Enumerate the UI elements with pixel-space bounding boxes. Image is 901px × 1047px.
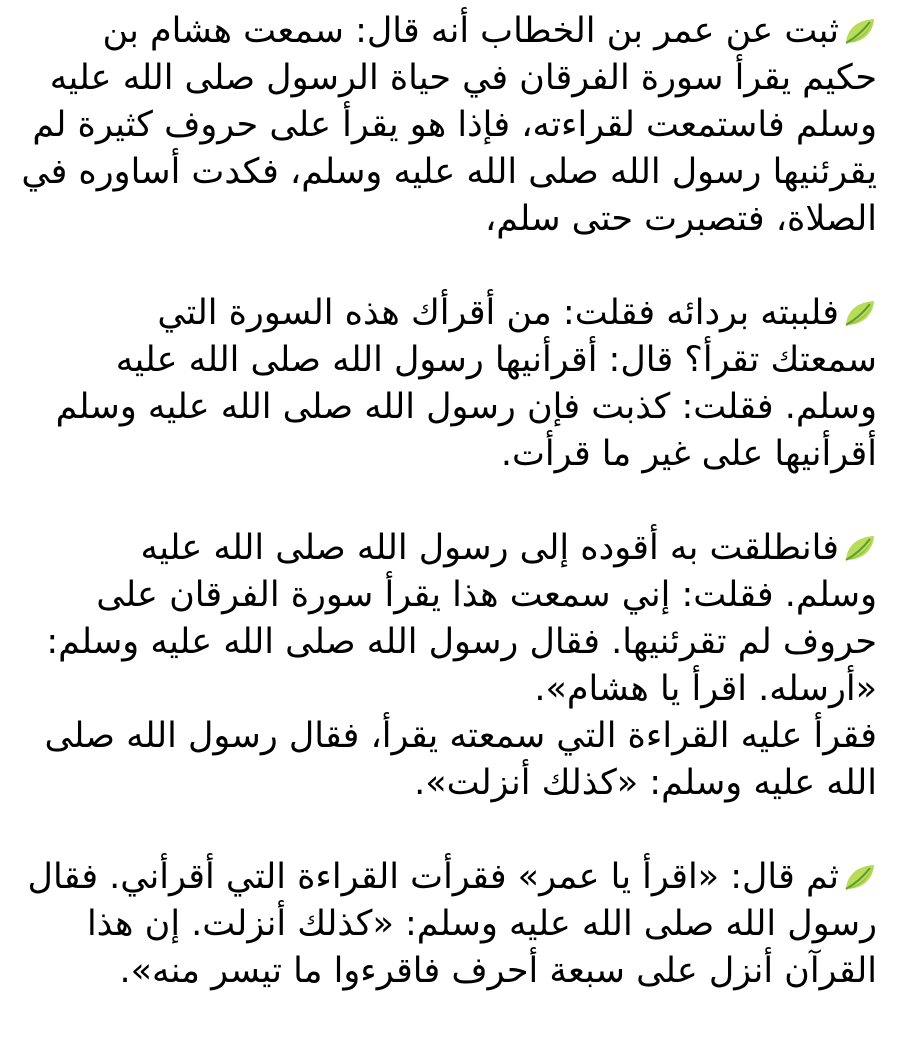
paragraph-line: وسلم. فقلت: كذبت فإن رسول الله صلى الله عليه وسلم (55, 387, 877, 427)
paragraph-line: سمعتك تقرأ؟ قال: أقرأنيها رسول الله صلى الله عليه (115, 340, 877, 380)
paragraph-4 (20, 854, 877, 995)
paragraph-line: ثبت عن عمر بن الخطاب أنه قال: سمعت هشام بن (20, 8, 877, 55)
paragraph-1 (20, 8, 877, 243)
paragraph-3 (20, 525, 877, 807)
paragraph-line: الله عليه وسلم: «كذلك أنزلت». (414, 763, 877, 803)
paragraph-line: الصلاة، فتصبرت حتى سلم، (485, 199, 877, 239)
paragraph-line: حكيم يقرأ سورة الفرقان في حياة الرسول صلى الله عليه (49, 58, 877, 98)
paragraph-2 (20, 290, 877, 478)
paragraph-line: فلببته بردائه فقلت: من أقرأك هذه السورة التي (20, 290, 877, 337)
paragraph-line: رسول الله صلى الله عليه وسلم: «كذلك أنزلت. إن هذا (86, 904, 877, 944)
leaf-icon (843, 12, 877, 42)
paragraph-line: وسلم فاستمعت لقراءته، فإذا هو يقرأ على حروف كثيرة لم (32, 105, 877, 145)
leaf-icon (843, 529, 877, 559)
paragraph-line: وسلم. فقلت: إني سمعت هذا يقرأ سورة الفرقان على (96, 575, 877, 615)
paragraph-line: حروف لم تقرئنيها. فقال رسول الله صلى الله عليه وسلم: (46, 622, 877, 662)
paragraph-line: القرآن أنزل على سبعة أحرف فاقرءوا ما تيسر منه». (119, 951, 877, 991)
leaf-icon (843, 294, 877, 324)
paragraph-line: يقرئنيها رسول الله صلى الله عليه وسلم، فكدت أساوره في (21, 152, 877, 192)
paragraph-line: أقرأنيها على غير ما قرأت. (500, 434, 877, 474)
paragraph-line: ثم قال: «اقرأ يا عمر» فقرأت القراءة التي أقرأني. فقال (20, 854, 877, 901)
paragraph-line: فانطلقت به أقوده إلى رسول الله صلى الله عليه (20, 525, 877, 572)
paragraph-line: «أرسله. اقرأ يا هشام». (534, 669, 877, 709)
paragraph-line: فقرأ عليه القراءة التي سمعته يقرأ، فقال رسول الله صلى (44, 716, 877, 756)
leaf-icon (843, 858, 877, 888)
